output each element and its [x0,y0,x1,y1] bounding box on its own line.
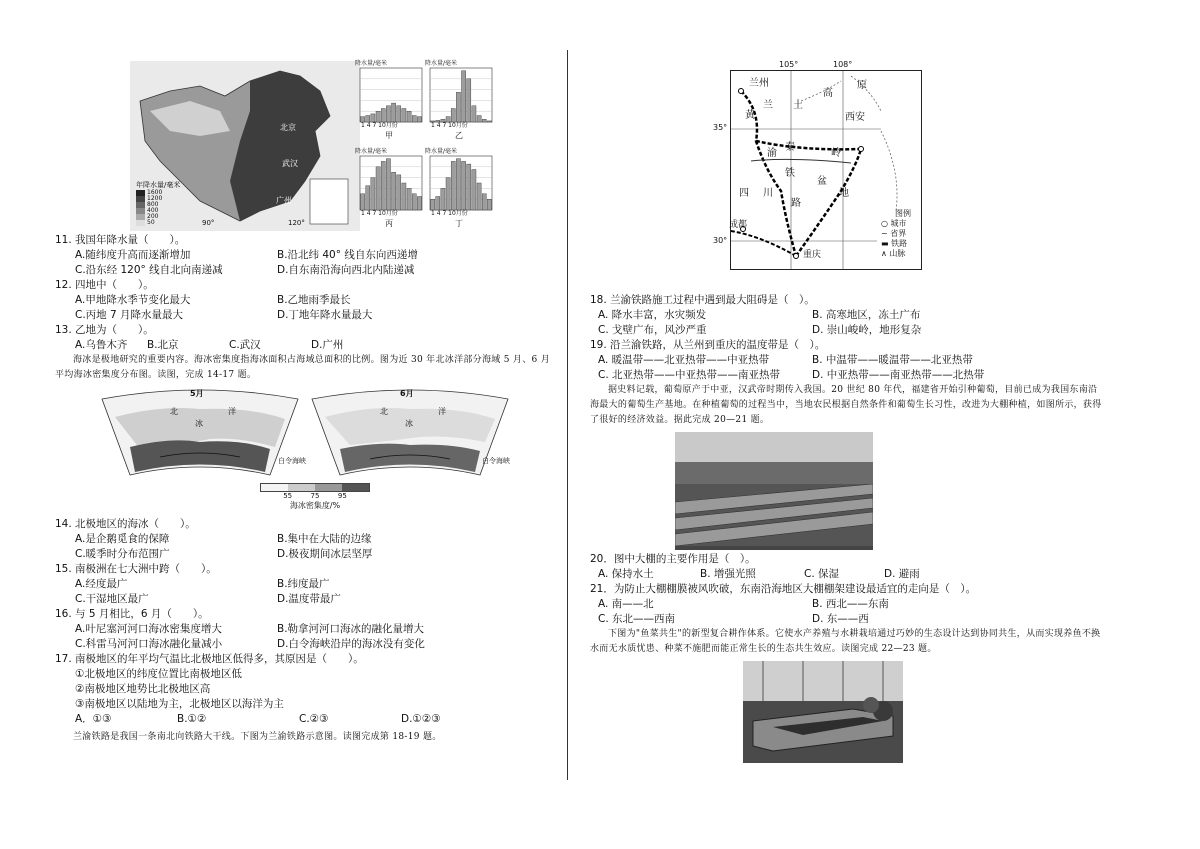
climograph-caption: 丁 [455,219,463,228]
q13-option-a[interactable]: A.乌鲁木齐 [75,339,128,351]
climograph-bar [482,119,486,122]
climograph-bar [397,106,401,122]
q17-option-a[interactable]: A．①③ [75,713,112,725]
climograph-bar [462,71,466,122]
climograph-xticks: 1 4 7 10月份 [431,122,468,129]
column-divider [567,50,568,780]
q12-option-b[interactable]: B.乙地雨季最长 [277,294,351,306]
climograph-bar [412,116,416,122]
q14-option-a[interactable]: A.是企鹅觅食的保障 [75,533,170,545]
question-11: 11. 我国年降水量（ ）。 [55,234,186,246]
climograph-bar [431,199,435,210]
place-gao: 高 [823,88,833,99]
june-label-bei: 北 [380,407,388,416]
q12-option-c[interactable]: C.丙地 7 月降水量最大 [75,309,184,321]
climograph-bar [482,194,486,210]
q16-option-b[interactable]: B.勒拿河河口海冰的融化量增大 [277,623,425,635]
climograph-bar [371,178,375,210]
sea-ice-figure [55,387,560,515]
q17-statement-2: ②南极地区地势比北极地区高 [75,683,211,695]
greenhouse-photo-graphic [675,432,873,550]
climograph-caption: 丙 [385,219,393,228]
sea-ice-june-graphic [310,387,510,479]
climograph-xticks: 1 4 7 10月份 [361,122,398,129]
greenhouse-photo [675,432,873,550]
climograph-丙 [355,147,423,235]
question-17: 17. 南极地区的年平均气温比北极地区低得多，其原因是（ ）。 [55,653,364,665]
may-month-label: 5月 [190,389,204,398]
legend-value: 50 [147,219,155,226]
city-label-guangzhou: 广州 [276,196,292,205]
climograph-plot [359,67,425,123]
question-18: 18. 兰渝铁路施工过程中遇到最大阻碍是（ ）。 [590,294,815,306]
climograph-bar [407,111,411,122]
climograph-bar [392,103,396,122]
railway-figure [590,55,1110,293]
climograph-bar [456,92,460,122]
legend-city: 城市 [890,219,907,228]
place-ling: 岭 [831,148,841,159]
aquaponics-photo [743,661,903,763]
q17-option-b[interactable]: B.①② [177,713,207,725]
legend-tick: 75 [310,492,320,500]
legend-tick: 55 [283,492,293,500]
q20-option-a[interactable]: A. 保持水土 [598,568,654,580]
meridian-label-90: 90° [202,219,215,227]
q14-option-b[interactable]: B.集中在大陆的边缘 [277,533,372,545]
q21-option-a[interactable]: A. 南——北 [598,598,654,610]
place-huang: 黄 [745,110,755,121]
lat-label-35: 35° [713,123,728,132]
q17-option-c[interactable]: C.②③ [299,713,329,725]
lon-label-108: 108° [833,60,853,69]
place-tu: 土 [793,100,803,111]
sea-ice-map-june [310,387,510,479]
right-column [590,55,1110,763]
climograph-bar [451,109,455,123]
climograph-bar [467,164,471,210]
legend-mountain: 山脉 [889,249,906,258]
june-month-label: 6月 [400,389,414,398]
climograph-bar [467,79,471,122]
climograph-bar [472,170,476,211]
q16-option-c[interactable]: C.科雷马河河口海冰融化量减小 [75,638,223,650]
climograph-plot [429,67,495,123]
climograph-bar [402,183,406,210]
q18-option-d[interactable]: D. 崇山峻岭，地形复杂 [812,324,922,336]
climograph-bar [392,172,396,210]
climograph-bar [407,188,411,210]
q11-option-c[interactable]: C.沿东经 120° 线自北向南递减 [75,264,223,276]
place-lan: 兰 [763,100,773,111]
may-strait-label: 白令海峡 [278,457,306,465]
climograph-ylabel: 降水量/毫米 [355,148,388,155]
place-yuan: 原 [857,80,867,91]
climograph-bar [451,161,455,210]
june-label-bing: 冰 [405,419,413,428]
mountain-symbol-icon: ∧ [881,249,890,258]
place-yu: 渝 [767,148,777,159]
passage-grape: 据史料记载，葡萄原产于中亚，汉武帝时期传入我国。20 世纪 80 年代，福建省开始引种葡萄，目前已成为我国东南沿海最大的葡萄生产基地。在种植葡萄的过程当中，当地农民根据自然条件和葡萄生长习性，改进为大棚种植，如图所示，获得了很好的经济效益。据此完成 20—21 题。 [590,385,1102,425]
question-21: 21．为防止大棚棚膜被风吹破，东南沿海地区大棚棚架建设最适宜的走向是（ ）。 [590,583,977,595]
question-12: 12. 四地中（ ）。 [55,279,154,291]
q19-option-b[interactable]: B. 中温带——暖温带——北亚热带 [812,354,973,366]
climograph-bar [381,109,385,123]
meridian-label-120: 120° [288,219,305,227]
railway-legend [881,209,911,259]
city-label-wuhan: 武汉 [282,159,298,168]
q20-option-c[interactable]: C. 保湿 [804,568,840,580]
q15-option-b[interactable]: B.纬度最广 [277,578,330,590]
passage-lanyu-railway: 兰渝铁路是我国一条南北向铁路大干线。下图为兰渝铁路示意图。读图完成第 18-19 题。 [73,732,442,742]
q14-option-d[interactable]: D.极夜期间冰层坚厚 [277,548,373,560]
q13-option-b[interactable]: B.北京 [147,339,179,351]
sea-ice-legend [260,483,370,511]
climograph-xticks: 1 4 7 10月份 [361,210,398,217]
climograph-bar [446,178,450,210]
question-13: 13. 乙地为（ ）。 [55,324,154,336]
climograph-bar [412,194,416,210]
place-chuan: 川 [763,188,773,199]
may-label-bei: 北 [170,407,178,416]
place-chengdu: 成都 [729,220,748,230]
climograph-bar [456,159,460,210]
precip-legend-title: 年降水量/毫米 [136,181,181,189]
climograph-bar [417,197,421,211]
city-label-beijing: 北京 [280,123,296,132]
climograph-plot [429,155,495,211]
climograph-bar [397,175,401,210]
q19-option-d[interactable]: D. 中亚热带——南亚热带——北热带 [812,369,985,381]
q12-option-a[interactable]: A.甲地降水季节变化最大 [75,294,191,306]
q12-option-d[interactable]: D.丁地年降水量最大 [277,309,373,321]
precip-legend [136,181,181,226]
climograph-bar [376,167,380,210]
climograph-bar [386,159,390,210]
june-label-yang: 洋 [438,407,446,416]
q13-option-c[interactable]: C.武汉 [229,339,261,351]
climograph-bar [366,186,370,210]
question-14: 14. 北极地区的海冰（ ）。 [55,518,196,530]
q20-option-d[interactable]: D. 避雨 [884,568,920,580]
climograph-bar [487,121,491,122]
sea-ice-legend-title: 海冰密集度/% [289,501,341,510]
q16-option-d[interactable]: D.白令海峡沿岸的海冰没有变化 [277,638,425,650]
climograph-bar [402,109,406,123]
climograph-ylabel: 降水量/毫米 [425,148,458,155]
railway-symbol-icon: ▬ [881,239,892,248]
climograph-bar [381,161,385,210]
place-si: 四 [739,188,749,199]
climograph-甲 [355,59,423,147]
left-column [55,55,560,745]
climograph-bar [361,194,365,210]
lat-label-30: 30° [713,236,728,245]
q11-option-b[interactable]: B.沿北纬 40° 线自东向西递增 [277,249,418,261]
climograph-grid [355,59,555,235]
q11-option-a[interactable]: A.随纬度升高而逐渐增加 [75,249,191,261]
climograph-bar [436,197,440,211]
legend-title: 图例 [895,209,911,218]
climograph-plot [359,155,425,211]
lon-label-105: 105° [779,60,799,69]
q21-option-c[interactable]: C. 东北——西南 [598,613,676,625]
q13-option-d[interactable]: D.广州 [311,339,344,351]
climograph-bar [487,199,491,210]
q15-option-d[interactable]: D.温度带最广 [277,593,341,605]
place-di: 地 [839,188,849,199]
may-label-bing: 冰 [195,419,203,428]
precipitation-figure [55,55,560,233]
climograph-ylabel: 降水量/毫米 [425,60,458,67]
railway-map [713,60,922,270]
may-label-yang: 洋 [228,407,236,416]
q18-option-c[interactable]: C. 戈壁广布，风沙严重 [598,324,707,336]
q18-option-b[interactable]: B. 高寒地区，冻土广布 [812,309,921,321]
q15-option-a[interactable]: A.经度最广 [75,578,128,590]
q21-option-d[interactable]: D. 东——西 [812,613,869,625]
q16-option-a[interactable]: A.叶尼塞河河口海冰密集度增大 [75,623,222,635]
sea-ice-may-graphic [100,387,300,479]
place-lu: 路 [791,198,801,209]
q14-option-c[interactable]: C.暖季时分布范围广 [75,548,170,560]
climograph-bar [472,106,476,122]
legend-value: 1600 [147,189,163,196]
climograph-caption: 甲 [385,131,393,140]
china-precipitation-map [130,61,360,231]
climograph-bar [462,161,466,210]
q11-option-d[interactable]: D.自东南沿海向西北内陆递减 [277,264,415,276]
question-16: 16. 与 5 月相比，6 月（ ）。 [55,608,209,620]
climograph-bar [441,188,445,210]
city-symbol-icon: ○ [881,219,891,228]
legend-value: 800 [147,201,159,208]
climograph-bar [386,106,390,122]
climograph-bar [477,116,481,122]
place-xian: 西安 [845,112,865,123]
climograph-xticks: 1 4 7 10月份 [431,210,468,217]
q17-statement-1: ①北极地区的纬度位置比南极地区低 [75,668,242,680]
legend-value: 1200 [147,195,163,202]
place-qin: 秦 [785,142,795,153]
place-tie: 铁 [785,168,795,179]
q17-statement-3: ③南极地区以陆地为主，北极地区以海洋为主 [75,698,284,710]
q19-option-a[interactable]: A. 暖温带——北亚热带——中亚热带 [598,354,770,366]
legend-value: 200 [147,213,159,220]
climograph-bar [477,183,481,210]
climograph-ylabel: 降水量/毫米 [355,60,388,67]
q18-option-a[interactable]: A. 降水丰富，水灾频发 [598,309,707,321]
passage-aquaponics: 下图为"鱼菜共生"的新型复合耕作体系。它使水产养殖与水耕栽培通过巧妙的生态设计达到协同共生，从而实现养鱼不换水而无水质忧患、种菜不施肥而能正常生长的生态共生效应。读图完成 22—23 题。 [590,629,1101,654]
legend-tick: 95 [337,492,347,500]
climograph-caption: 乙 [455,131,463,140]
aquaponics-photo-graphic [743,661,903,763]
q20-option-b[interactable]: B. 增强光照 [700,568,756,580]
q19-option-c[interactable]: C. 北亚热带——中亚热带——南亚热带 [598,369,781,381]
q21-option-b[interactable]: B. 西北——东南 [812,598,889,610]
q17-option-d[interactable]: D.①②③ [401,713,441,725]
climograph-丁 [425,147,493,235]
question-19: 19. 沿兰渝铁路，从兰州到重庆的温度带是（ ）。 [590,339,826,351]
climograph-bar [371,114,375,122]
climograph-乙 [425,59,493,147]
passage-sea-ice: 海冰是极地研究的重要内容。海冰密集度指海冰面积占海域总面积的比例。图为近 30 年北冰洋部分海域 5 月、6 月平均海冰密集度分布图。读图，完成 14-17 题。 [55,355,551,380]
place-lanzhou: 兰州 [749,78,769,89]
question-20: 20．图中大棚的主要作用是（ ）。 [590,553,756,565]
legend-railway: 铁路 [891,239,908,248]
climograph-bar [376,111,380,122]
q15-option-c[interactable]: C.干湿地区最广 [75,593,149,605]
legend-value: 400 [147,207,159,214]
place-chongqing: 重庆 [803,250,822,260]
boundary-symbol-icon: ~ [881,229,891,238]
legend-boundary: 省界 [890,229,907,238]
june-strait-label: 白令海峡 [482,457,510,465]
place-pen: 盆 [817,176,827,187]
question-15: 15. 南极洲在七大洲中跨（ ）。 [55,563,217,575]
climograph-bar [417,117,421,122]
sea-ice-map-may [100,387,306,479]
